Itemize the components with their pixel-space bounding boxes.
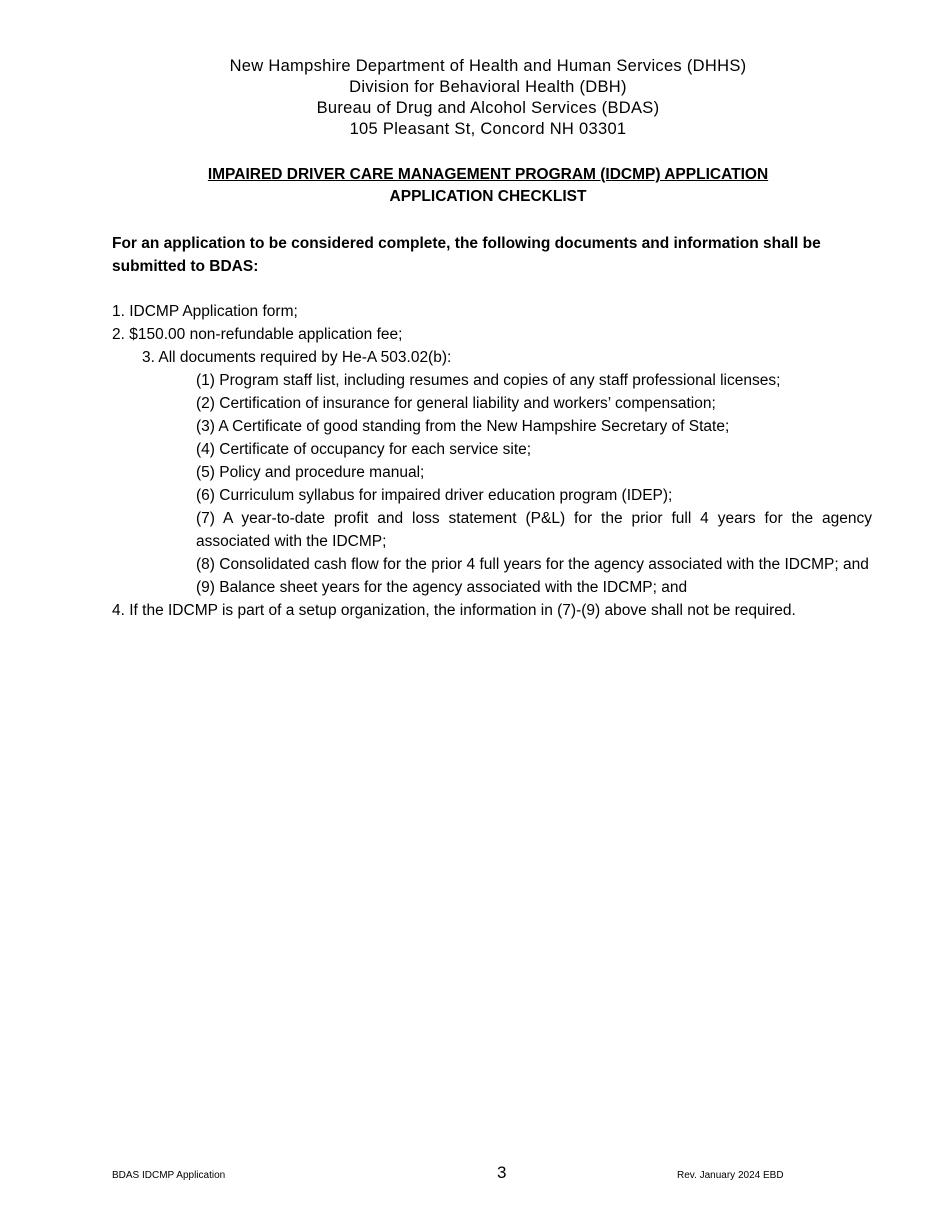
checklist-subitem: (2) Certification of insurance for general liability and workers’ compensation; (196, 395, 716, 412)
page-number: 3 (497, 1163, 507, 1182)
checklist-subitem: (5) Policy and procedure manual; (196, 464, 425, 481)
title-main: IMPAIRED DRIVER CARE MANAGEMENT PROGRAM (IDCMP) APPLICATION (207, 166, 769, 183)
agency-header (0, 56, 950, 140)
title-sub: APPLICATION CHECKLIST (389, 188, 587, 205)
checklist-subitem: (8) Consolidated cash flow for the prior 4 full years for the agency associated with the IDCMP; and (196, 556, 869, 573)
checklist-subitem: (4) Certificate of occupancy for each service site; (196, 441, 532, 458)
checklist-subitem: (6) Curriculum syllabus for impaired driver education program (IDEP); (196, 487, 673, 504)
checklist (112, 300, 872, 622)
footer-document-name: BDAS IDCMP Application (112, 1170, 226, 1181)
header-line-bureau: Bureau of Drug and Alcohol Services (BDAS) (316, 99, 660, 117)
checklist-item: 2. $150.00 non-refundable application fee; (112, 326, 403, 343)
checklist-item: 3. All documents required by He-A 503.02(b): (142, 349, 452, 366)
checklist-subitem: (7) A year-to-date profit and loss statement (P&L) for the prior full 4 years for the agency associated with the IDCMP; (196, 510, 872, 550)
header-line-address: 105 Pleasant St, Concord NH 03301 (349, 120, 627, 138)
header-line-division: Division for Behavioral Health (DBH) (349, 78, 627, 96)
checklist-subitem: (1) Program staff list, including resumes and copies of any staff professional licenses; (196, 372, 781, 389)
checklist-item: 1. IDCMP Application form; (112, 303, 298, 320)
header-line-department: New Hampshire Department of Health and Human Services (DHHS) (229, 57, 747, 75)
checklist-subitem: (9) Balance sheet years for the agency associated with the IDCMP; and (196, 579, 688, 596)
checklist-item: 4. If the IDCMP is part of a setup organization, the information in (7)-(9) above shall not be required. (112, 602, 796, 619)
intro-paragraph: For an application to be considered complete, the following documents and information shall be submitted to BDAS: (112, 235, 821, 275)
footer-revision: Rev. January 2024 EBD (677, 1170, 784, 1181)
document-title (0, 164, 950, 208)
checklist-subitem: (3) A Certificate of good standing from the New Hampshire Secretary of State; (196, 418, 730, 435)
